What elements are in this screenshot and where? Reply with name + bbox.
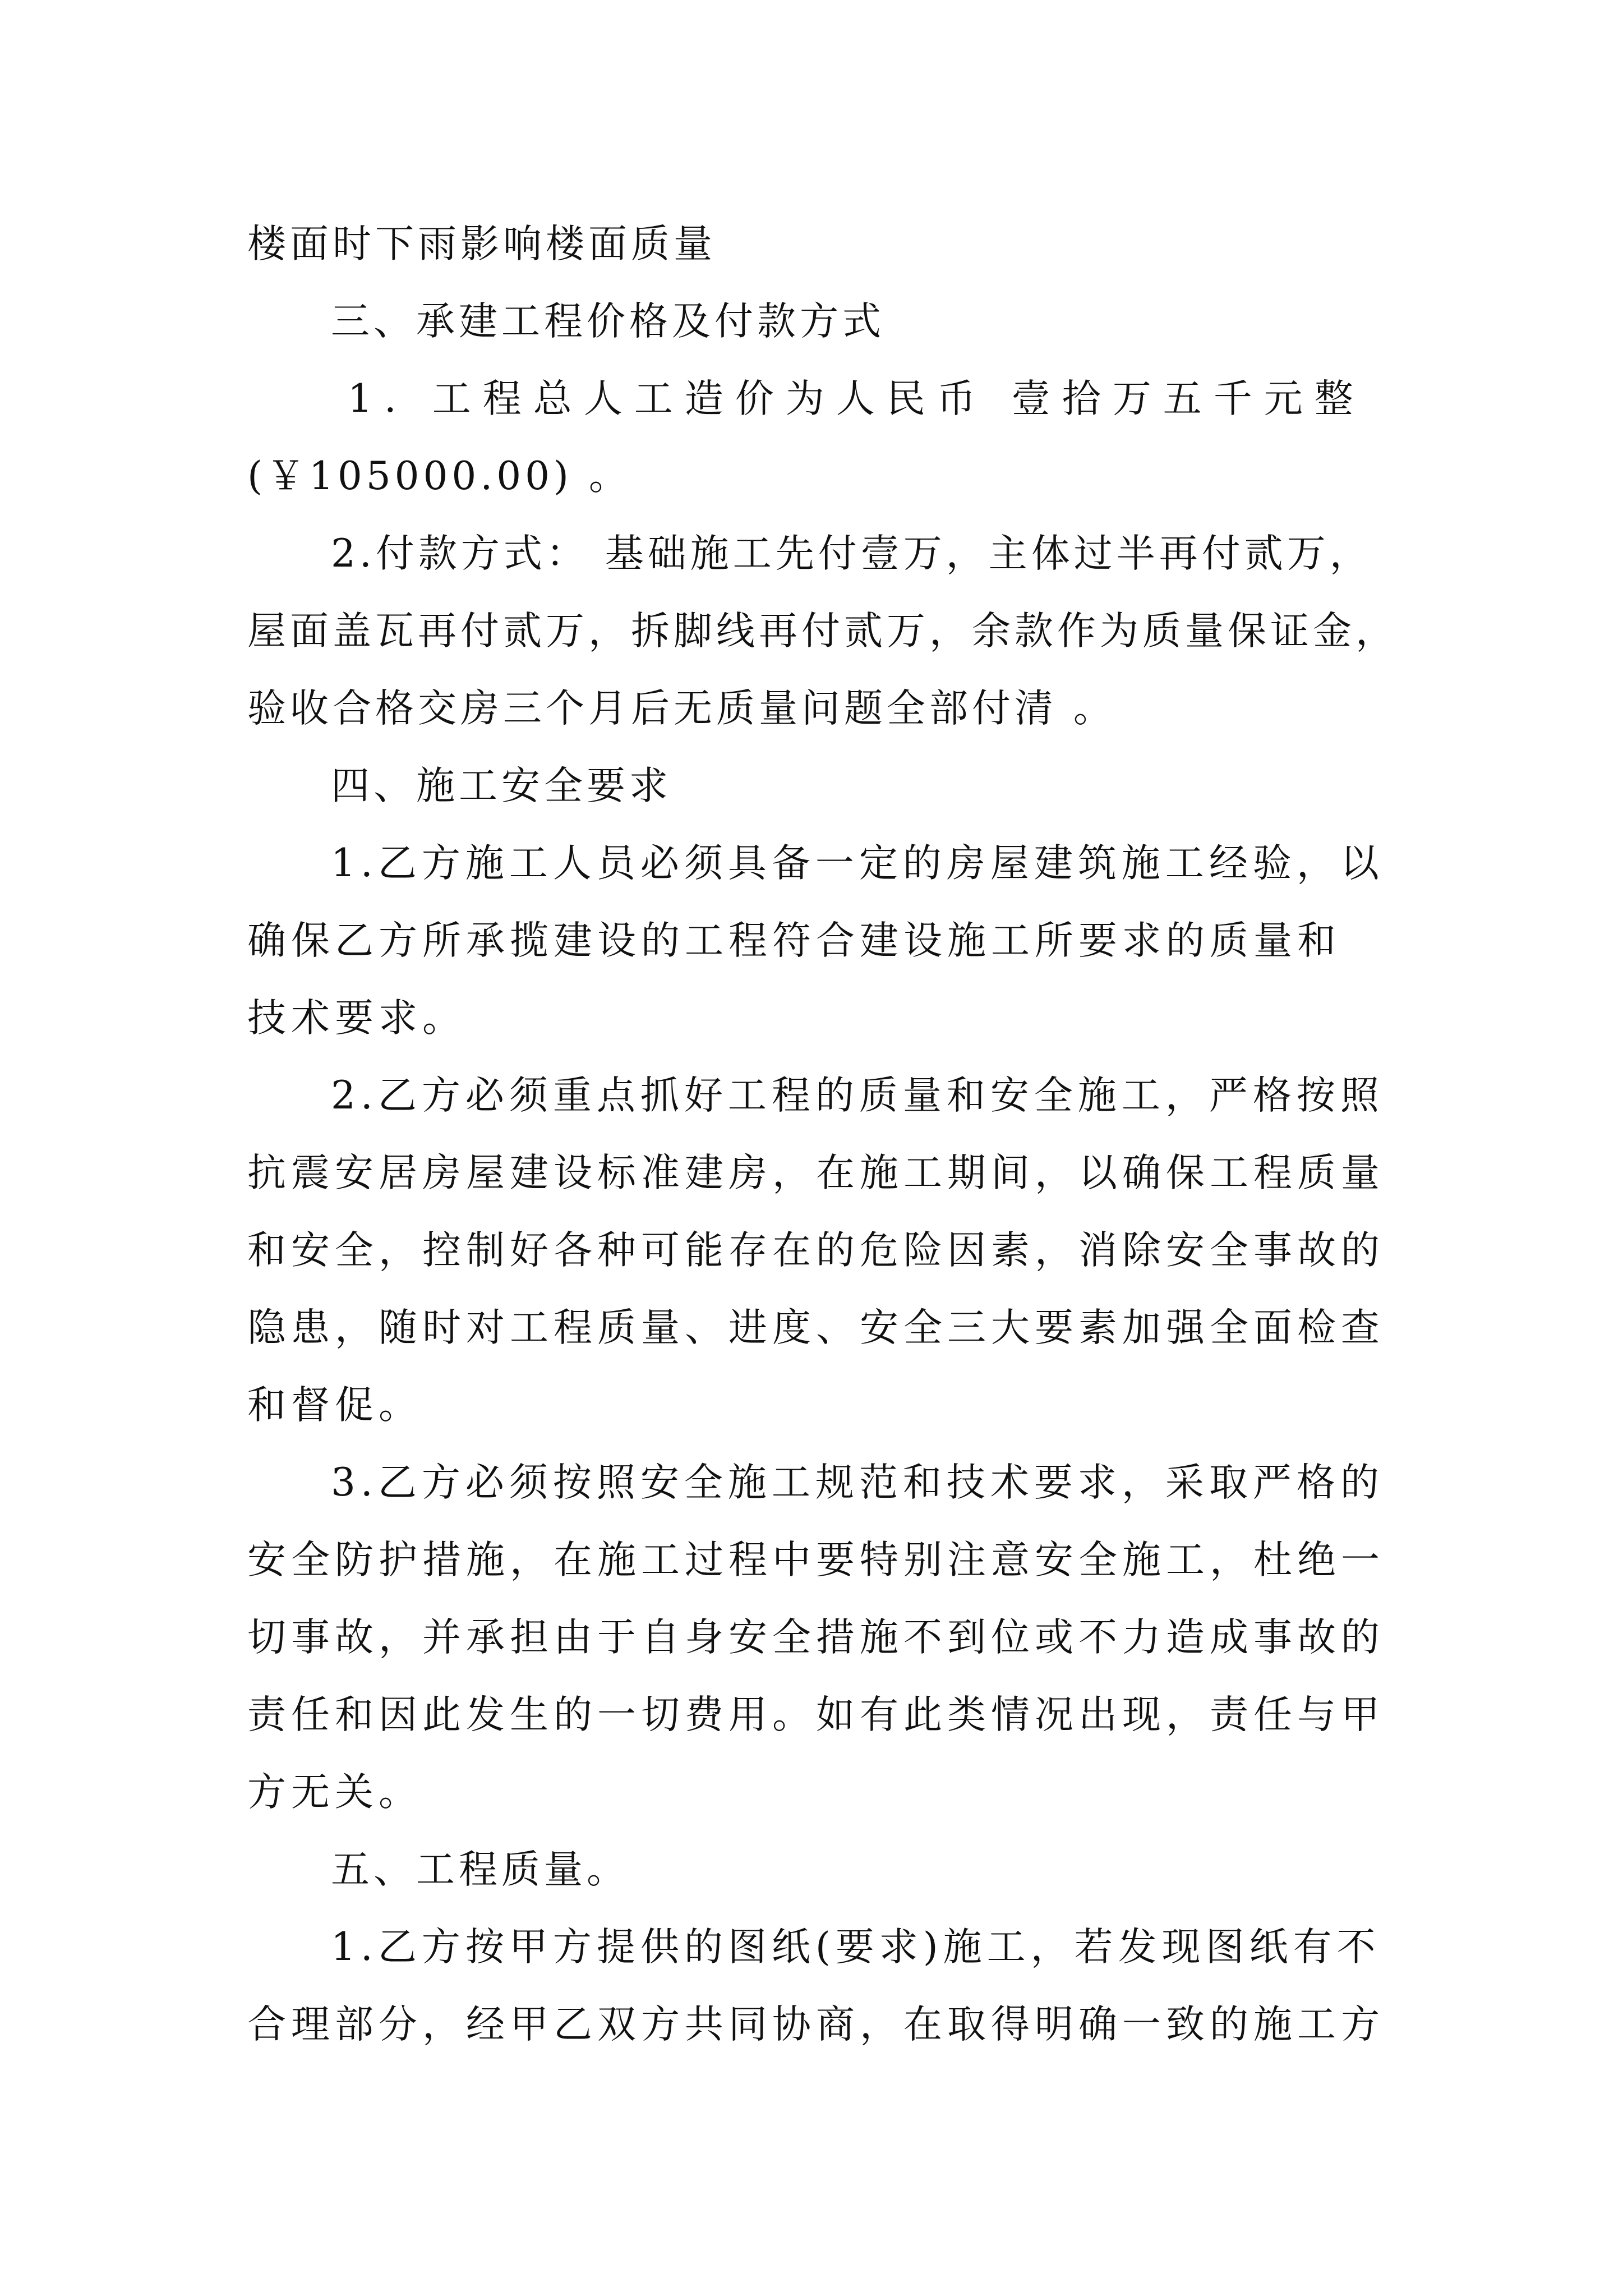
text-line: 方无关。 [247, 1770, 422, 1815]
text-line: 2.付款方式： 基础施工先付壹万，主体过半再付贰万， [331, 531, 1372, 576]
text-line: 2.乙方必须重点抓好工程的质量和安全施工，严格按照 [331, 1073, 1384, 1118]
section-heading: 三、承建工程价格及付款方式 [331, 299, 885, 344]
text-line: 楼面时下雨影响楼面质量 [247, 222, 716, 266]
text-line: 合理部分，经甲乙双方共同协商，在取得明确一致的施工方 [247, 2002, 1385, 2047]
section-heading: 五、工程质量。 [331, 1847, 629, 1892]
section-heading: 四、施工安全要求 [331, 763, 672, 808]
text-line: 1. 工程总人工造价为人民币 壹拾万五千元整 [348, 376, 1365, 421]
text-line: 切事故，并承担由于自身安全措施不到位或不力造成事故的 [247, 1615, 1385, 1660]
text-line: 隐患，随时对工程质量、进度、安全三大要素加强全面检查 [247, 1305, 1385, 1350]
text-line: 抗震安居房屋建设标准建房，在施工期间，以确保工程质量 [247, 1151, 1385, 1195]
text-line: 责任和因此发生的一切费用。如有此类情况出现，责任与甲 [247, 1692, 1385, 1737]
text-line: 1.乙方施工人员必须具备一定的房屋建筑施工经验，以 [331, 841, 1384, 886]
text-line: 3.乙方必须按照安全施工规范和技术要求，采取严格的 [331, 1460, 1384, 1505]
text-line: 屋面盖瓦再付贰万，拆脚线再付贰万，余款作为质量保证金， [247, 609, 1398, 654]
text-line: 技术要求。 [247, 996, 466, 1041]
text-line: (￥105000.00) 。 [247, 454, 631, 499]
text-line: 和安全，控制好各种可能存在的危险因素，消除安全事故的 [247, 1228, 1385, 1273]
text-line: 确保乙方所承揽建设的工程符合建设施工所要求的质量和 [247, 918, 1341, 963]
text-line: 和督促。 [247, 1383, 422, 1428]
text-line: 安全防护措施，在施工过程中要特别注意安全施工，杜绝一 [247, 1538, 1385, 1582]
text-line: 1.乙方按甲方提供的图纸(要求)施工，若发现图纸有不 [331, 1925, 1381, 1970]
text-line: 验收合格交房三个月后无质量问题全部付清 。 [247, 686, 1116, 731]
